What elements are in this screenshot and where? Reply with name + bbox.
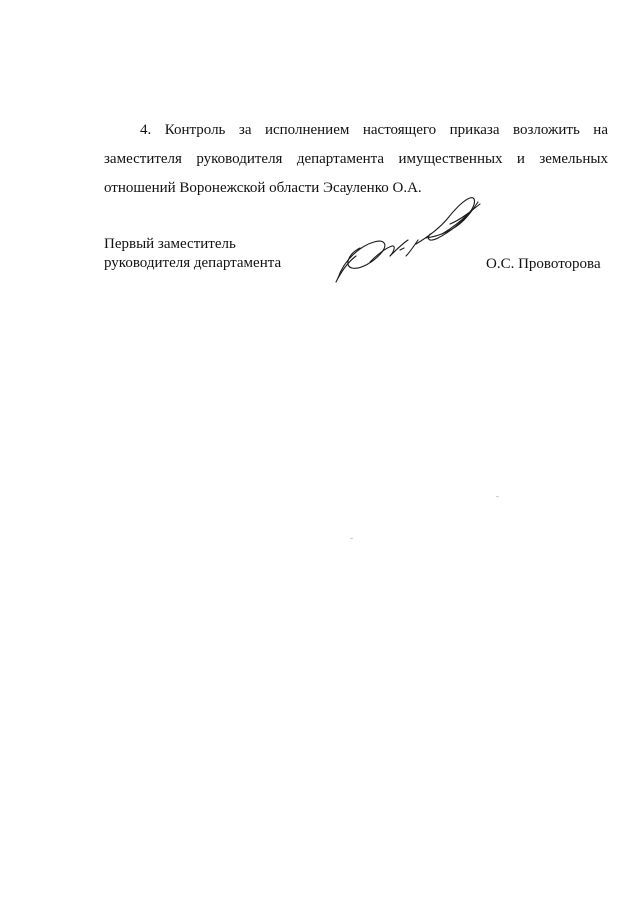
paragraph-line-1: 4. Контроль за исполнением настоящего приказа возложить на [140,122,608,138]
signatory-name: О.С. Провоторова [486,256,601,272]
scan-speck [496,496,499,497]
signatory-title-line-2: руководителя департамента [104,255,282,271]
signatory-title-line-1: Первый заместитель [104,236,236,252]
handwritten-signature-icon [330,190,490,290]
paragraph-line-2: заместителя руководителя департамента имущественных и земельных [104,151,608,167]
signatory-title [104,235,281,273]
scan-speck [350,538,353,539]
paragraph-line-3: отношений Воронежской области Эсауленко О.А. [104,180,422,196]
